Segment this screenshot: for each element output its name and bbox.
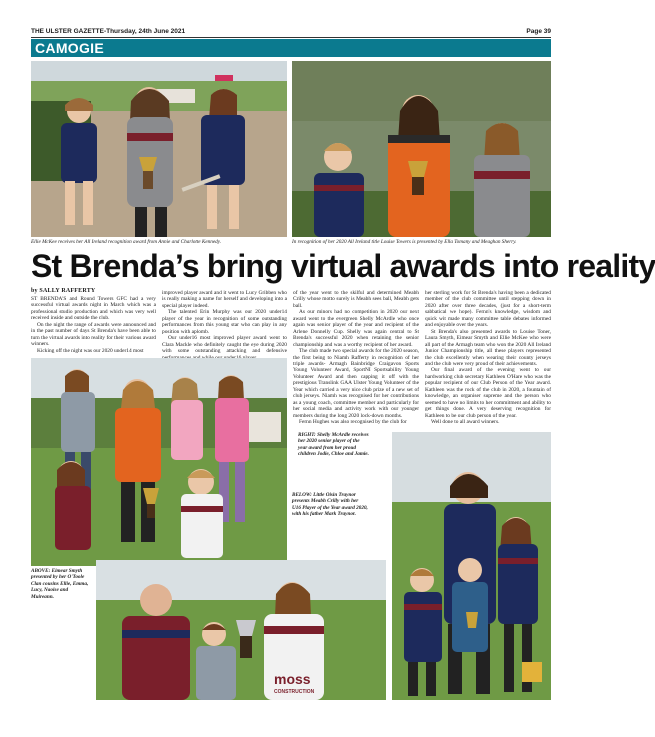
article-column-1	[31, 296, 156, 356]
paragraph: As our minors had no competition in 2020 our next award went to the evergreen Shelly McArdle who once again was senior player of the year and recipient of the Arlene Donnelly Cup. Shelly was again central to St Brenda's successful 2020 when retaining the senior championship and was a worthy recipient of her award.	[293, 309, 419, 348]
paragraph: The club made two special awards for the 2020 season, the first being to Niamh Rafferty in recognition of her triple awards- Armagh Bainbridge Craigavon Sports Young Volunteer Award, SportNI Sportsability Young Volunteer Award and then capping it off with the prestigious Translink GAA Ulster Young Volunteer of the Year which carried a very nice club prize of a new set of club jerseys. Niamh was recognised for her contributions as a young coach, committee member and particularly for her social media and activity work with our younger members during the long 2020 lock-down months.	[293, 348, 419, 419]
paragraph: improved player award and it went to Lucy Gribben who is really making a name for herself and developing into a special player indeed.	[162, 290, 287, 309]
paragraph: ST BRENDA'S and Round Towers GFC had a very successful virtual awards night in March which was a professional studio production and which was very well received inside and outside the club.	[31, 296, 156, 322]
paragraph: of the year went to the skilful and determined Meabh Crilly whose motto surely is Meabh sees ball, Meabh gets ball.	[293, 290, 419, 309]
paragraph: Well done to all award winners.	[431, 419, 500, 426]
paragraph: St Brenda's also presented awards to Louise Toner, Laura Smyth, Eimear Smyth and Ellie McKee who were all part of the Armagh team who won the 2020 All Ireland Junior Championship title, all these players represented the club excellently when wearing their county jerseys and the club were very proud of their achievements.	[425, 328, 551, 367]
paragraph: her sterling work for St Brenda's having been a dedicated member of the club committee until stepping down in 2020 after over three decades, (just for a short-term sabbatical we hope). Fernn's knowledge, wisdom and quick wit made many committee table debates informed and enjoyable over the years.	[425, 290, 551, 329]
caption-top-left: Ellie McKee receives her All Ireland recognition award from Annie and Charlotte Kennedy.	[31, 239, 222, 245]
article-column-4	[425, 290, 551, 432]
photo-eimear-smyth-group	[31, 358, 287, 566]
page-number: Page 39	[526, 28, 551, 35]
article-byline: by SALLY RAFFERTY	[31, 288, 96, 294]
caption-right-shelly: RIGHT: Shelly McArdle receives her 2020 senior player of the year award from her proud children Jodie, Chloe and Jamie.	[298, 432, 369, 458]
paragraph: Kicking off the night was our 2020 under14 most	[37, 347, 144, 354]
masthead-title: THE ULSTER GAZETTE-Thursday, 24th June 2021	[31, 28, 186, 35]
caption-below-meabh: BELOW: Little Oisin Traynor presents Meabh Crilly with her U16 Player of the Year award 2020, with his father Mark Traynor.	[292, 492, 368, 518]
photo-meabh-crilly-award	[96, 560, 386, 700]
jersey-sponsor-subtext: CONSTRUCTION	[274, 689, 315, 695]
caption-above-eimear: ABOVE: Eimear Smyth presented by her O'Toole Clan cousins Ellie, Emma, Lucy, Naoise and Muireann.	[31, 568, 89, 600]
paragraph: Fernn Hughes was also recognised by the club for	[299, 419, 407, 426]
jersey-sponsor-text: moss	[274, 671, 311, 687]
section-banner: CAMOGIE	[31, 39, 551, 57]
paragraph: The talented Erin Murphy was our 2020 under14 player of the year in recognition of some outstanding performances from this young star who can play in any position with aplomb.	[162, 309, 287, 335]
photo-ellie-mckee-award	[31, 61, 287, 237]
paragraph: On the night the range of awards were announced and in the past number of days St Brenda's have been able to turn the virtual awards into reality for their various award winners.	[31, 321, 156, 348]
paragraph: Our final award of the evening went to our hardworking club secretary Kathleen O'Hare who was the popular recipient of our Club Person of the Year award. Kathleen was the rock of the club in 2020, a fountain of knowledge, an organiser supreme and the person who seemed to have no limits to her commitment and ability to get things done. A very deserving recognition for Kathleen to be our club person of the year.	[425, 367, 551, 419]
caption-top-right: In recognition of her 2020 All Ireland title Louise Towers is presented by Ella Tomany and Meaghan Sherry.	[292, 239, 517, 245]
article-headline: St Brenda’s bring virtual awards into reality	[31, 248, 655, 284]
paragraph: Our under16 most improved player award went to Clara Mackle who definitely caught the eye during 2020 with some outstanding attacking and defensive	[162, 335, 287, 355]
photo-louise-towers-award	[292, 61, 551, 237]
article-column-3	[293, 290, 419, 432]
page-masthead	[31, 26, 551, 38]
photo-shelly-mcardle-award	[392, 432, 551, 700]
article-column-2	[162, 290, 287, 356]
